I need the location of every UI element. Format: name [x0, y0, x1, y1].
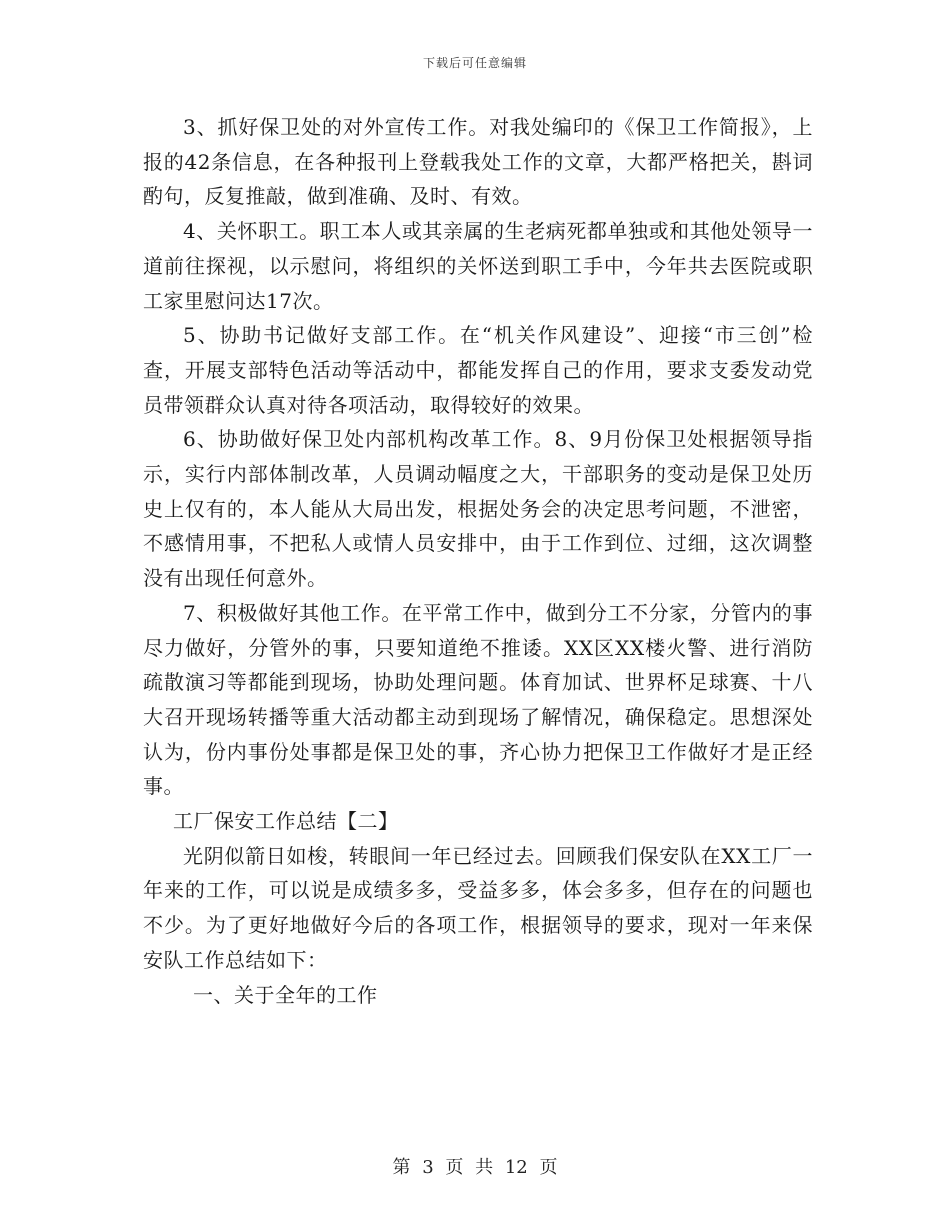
- paragraph-7-other-work: 7、积极做好其他工作。在平常工作中，做到分工不分家，分管内的事尽力做好，分管外的事，只要知道绝不推诿。XX区XX楼火警、进行消防疏散演习等都能到现场，协助处理问题。体育加试、世界杯足球赛、十八大召开现场转播等重大活动都主动到现场了解情况，确保稳定。思想深处认为，份内事份处事都是保卫处的事，齐心协力把保卫工作做好才是正经事。: [143, 600, 813, 799]
- page-number-footer: 第 3 页 共 12 页: [392, 1157, 558, 1178]
- paragraph-3-publicity: 3、抓好保卫处的对外宣传工作。对我处编印的《保卫工作简报》，上报的42条信息，在各种报刊上登载我处工作的文章，大都严格把关，斟词酌句，反复推敲，做到准确、及时、有效。: [143, 115, 813, 209]
- document-subtitle: 工厂保安工作总结【二】: [173, 809, 399, 834]
- document-body: [143, 110, 813, 1012]
- paragraph-4-care-staff: 4、关怀职工。职工本人或其亲属的生老病死都单独或和其他处领导一道前往探视，以示慰问，将组织的关怀送到职工手中，今年共去医院或职工家里慰问达17次。: [143, 219, 813, 313]
- paragraph-5-branch-work: 5、协助书记做好支部工作。在“机关作风建设”、迎接“市三创”检查，开展支部特色活动等活动中，都能发挥自己的作用，要求支委发动党员带领群众认真对待各项活动，取得较好的效果。: [143, 323, 813, 417]
- paragraph-6-reform: 6、协助做好保卫处内部机构改革工作。8、9月份保卫处根据领导指示，实行内部体制改革，人员调动幅度之大，干部职务的变动是保卫处历史上仅有的，本人能从大局出发，根据处务会的决定思考问题，不泄密，不感情用事，不把私人或情人员安排中，由于工作到位、过细，这次调整没有出现任何意外。: [143, 427, 813, 591]
- section-heading: 一、关于全年的工作: [193, 982, 378, 1007]
- page-header: 下载后可任意编辑: [422, 56, 527, 70]
- intro-paragraph: 光阴似箭日如梭，转眼间一年已经过去。回顾我们保安队在XX工厂一年来的工作，可以说是成绩多多，受益多多，体会多多，但存在的问题也不少。为了更好地做好今后的各项工作，根据领导的要求，现对一年来保安队工作总结如下：: [143, 843, 813, 972]
